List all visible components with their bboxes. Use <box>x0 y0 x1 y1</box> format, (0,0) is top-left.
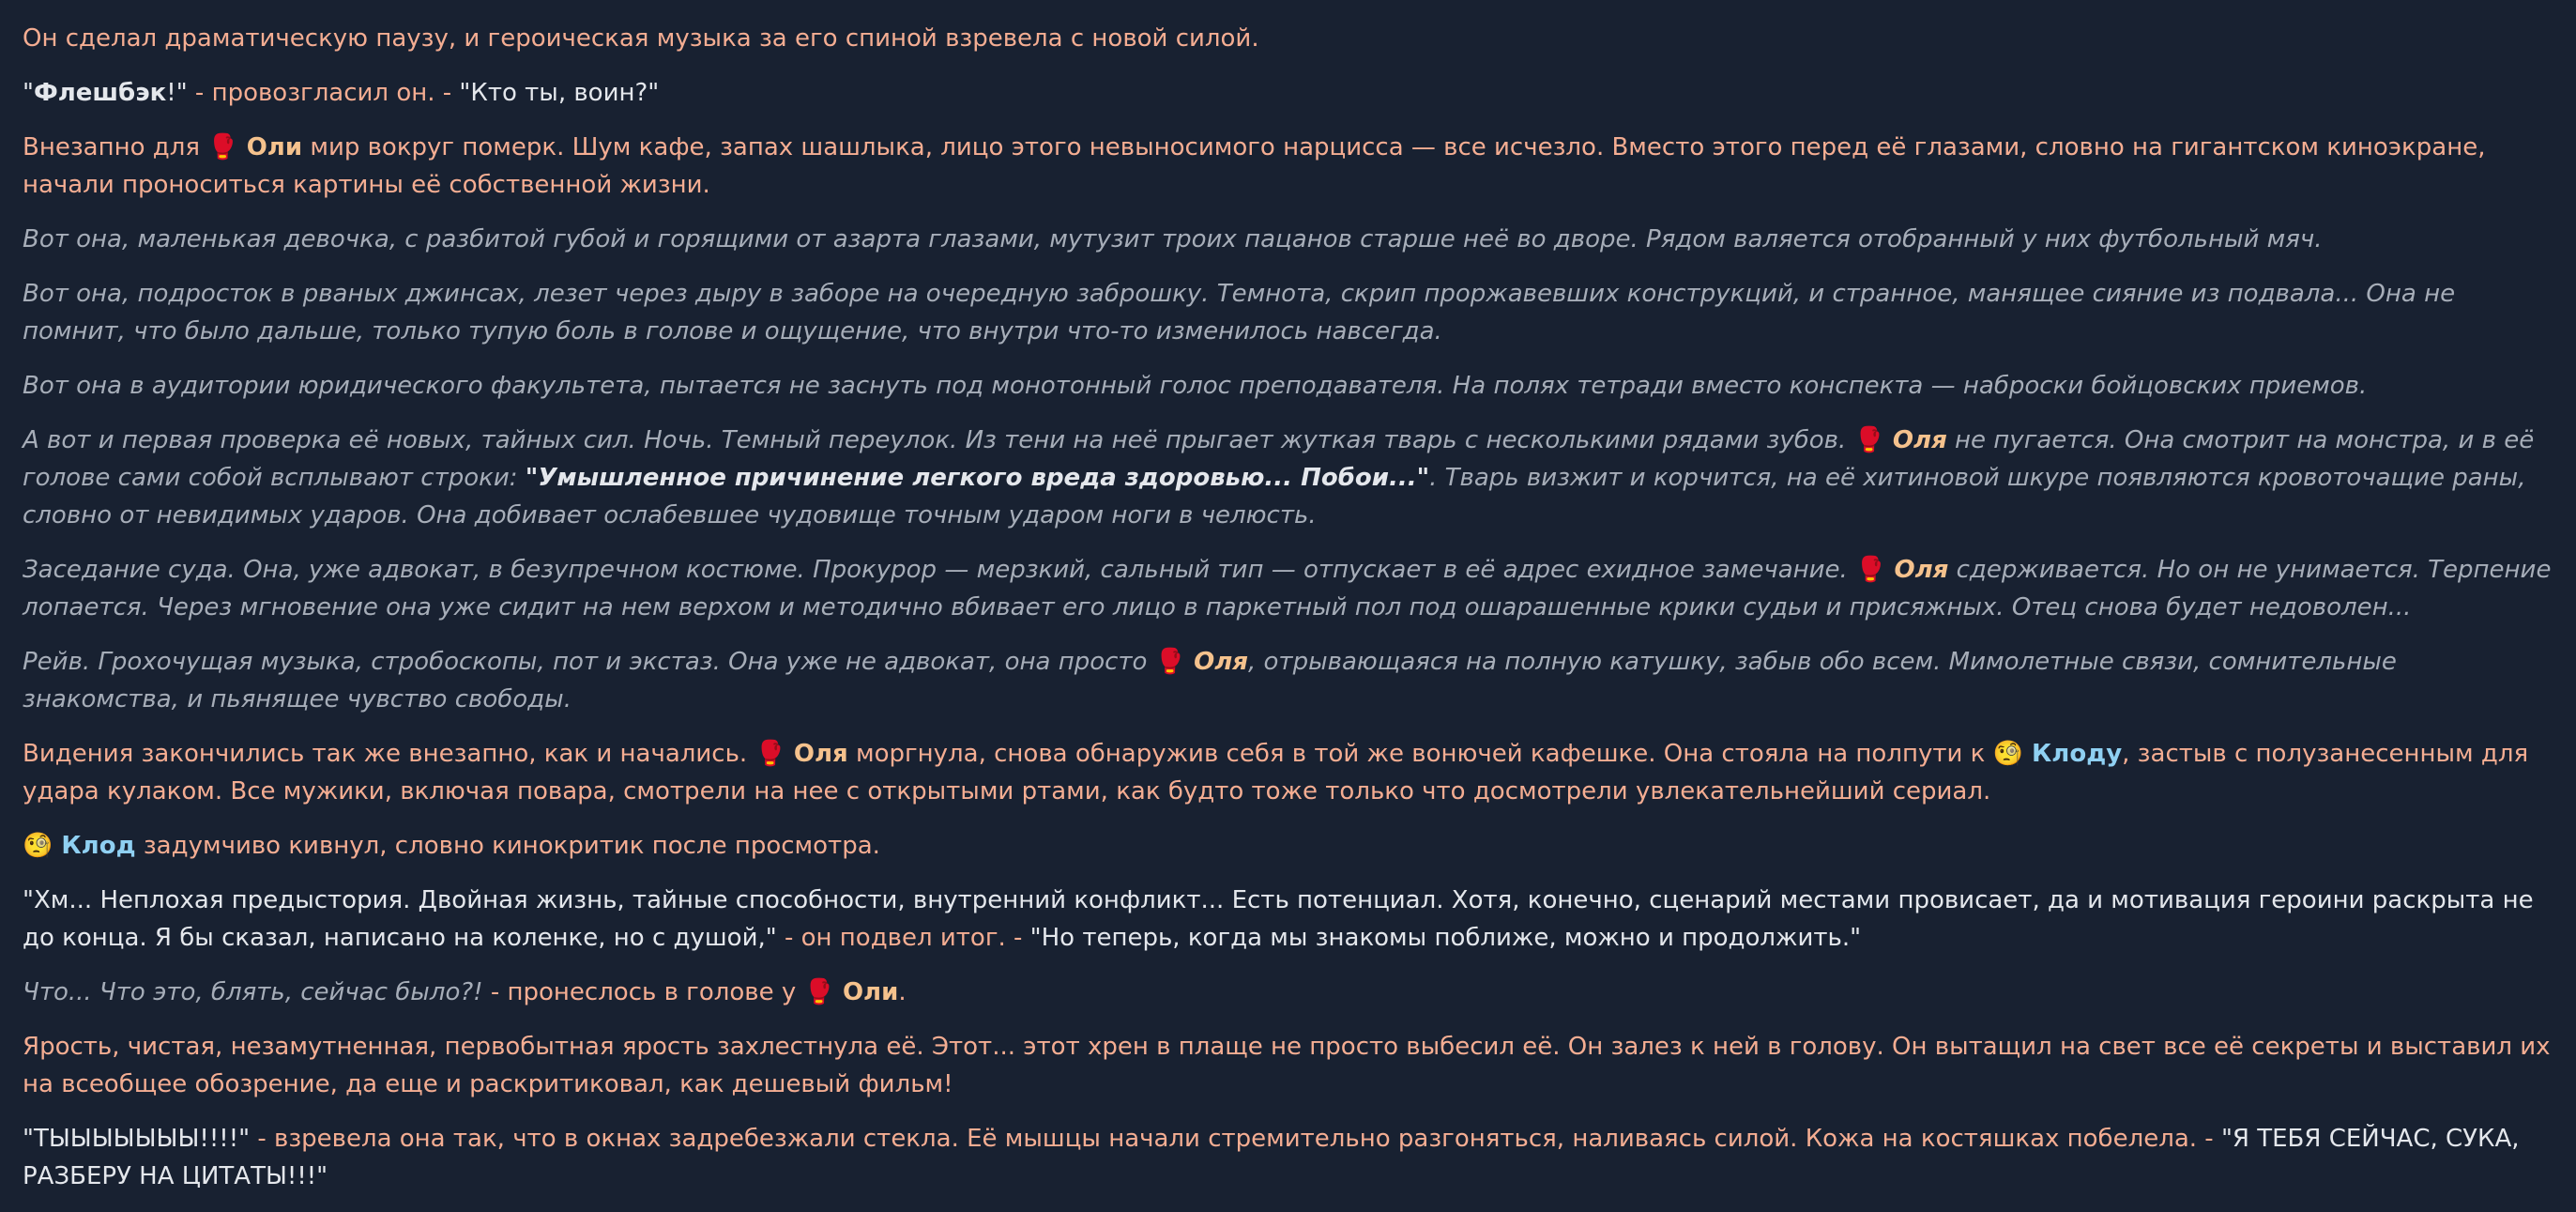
memory-text: Вот она в аудитории юридического факультета, пытается не заснуть под монотонный голос преподавателя. На полях тетради вместо конспекта — наброски бойцовских приемов. <box>23 372 2368 400</box>
memory-text: Вот она, подросток в рваных джинсах, лезет через дыру в заборе на очередную заброшку. Темнота, скрип проржавевших конструкций, и странное, манящее сияние из подвала... Она не помнит, что было дальше, только тупую боль в голове и ощущение, что внутри что-то изменилось навсегда. <box>23 280 2456 345</box>
narration-text: - он подвел итог. - <box>776 924 1030 952</box>
paragraph-dramatic-pause <box>23 20 2556 57</box>
character-name-olya: Оли <box>237 133 303 161</box>
monocle-face-icon: 🧐 <box>1992 740 2023 768</box>
paragraph-visions-ended <box>23 735 2556 810</box>
paragraph-memory-court <box>23 551 2556 626</box>
character-name-olya: Оля <box>785 740 848 768</box>
paragraph-memory-rave <box>23 643 2556 718</box>
character-name-olya: Оли <box>833 978 899 1006</box>
paragraph-roar <box>23 1120 2556 1195</box>
speech-quote-open: " <box>23 79 34 107</box>
character-name-olya: Оля <box>1883 426 1947 454</box>
memory-text: Вот она, маленькая девочка, с разбитой губой и горящими от азарта глазами, мутузит троих пацанов старше неё во дворе. Рядом валяется отобранный у них футбольный мяч. <box>23 225 2323 253</box>
boxing-glove-icon: 🥊 <box>1855 556 1886 584</box>
memory-quote-bold: "Умышленное причинение легкого вреда здоровью... Побои..." <box>525 464 1430 492</box>
narration-text: . <box>898 978 907 1006</box>
memory-text: А вот и первая проверка её новых, тайных сил. Ночь. Темный переулок. Из тени на неё прыгает жуткая тварь с несколькими рядами зубов. <box>23 426 1854 454</box>
paragraph-memory-teen <box>23 275 2556 350</box>
boxing-glove-icon: 🥊 <box>1154 648 1186 676</box>
paragraph-world-faded <box>23 129 2556 204</box>
narration-text: - взревела она так, что в окнах задребезжали стекла. Её мышцы начали стремительно разгоняться, наливаясь силой. Кожа на костяшках побелела. - <box>250 1125 2221 1153</box>
speech-text: "ТЫЫЫЫЫЫЫ!!!!" <box>23 1125 251 1153</box>
memory-text: Рейв. Грохочущая музыка, стробоскопы, пот и экстаз. Она уже не адвокат, она просто <box>23 648 1155 676</box>
narration-text: - пронеслось в голове у <box>482 978 804 1006</box>
narration-text: Видения закончились так же внезапно, как и начались. <box>23 740 755 768</box>
speech-text: "Я ТЕБЯ СЕЙЧАС, СУКА, РАЗБЕРУ НА ЦИТАТЫ!!!" <box>23 1125 2520 1190</box>
memory-text: сдерживается. Но он не унимается. Терпение лопается. Через мгновение она уже сидит на нем верхом и методично вбивает его лицо в паркетный пол под ошарашенные крики судьи и присяжных. Отец снова будет недоволен... <box>23 556 2552 621</box>
character-name-klod: Клод <box>53 832 136 860</box>
paragraph-memory-law-faculty <box>23 367 2556 405</box>
boxing-glove-icon: 🥊 <box>207 133 238 161</box>
narration-text: Он сделал драматическую паузу, и героическая музыка за его спиной взревела с новой силой. <box>23 24 1259 53</box>
speech-text: "Но теперь, когда мы знакомы поближе, можно и продолжить." <box>1029 924 1862 952</box>
paragraph-rage <box>23 1028 2556 1103</box>
narration-text: задумчиво кивнул, словно кинокритик после просмотра. <box>135 832 880 860</box>
boxing-glove-icon: 🥊 <box>1853 426 1884 454</box>
narration-text: , застыв с полузанесенным для удара кулаком. Все мужики, включая повара, смотрели на нее с открытыми ртами, как будто тоже только что досмотрели увлекательнейший сериал. <box>23 740 2529 805</box>
speech-text: "Кто ты, воин?" <box>459 79 660 107</box>
boxing-glove-icon: 🥊 <box>803 978 834 1006</box>
paragraph-olya-thought <box>23 974 2556 1011</box>
speech-bold-flashback: Флешбэк <box>33 79 167 107</box>
memory-text: не пугается. Она смотрит на монстра, и в её голове сами собой всплывают строки: <box>23 426 2535 492</box>
memory-text: . Тварь визжит и корчится, на её хитиновой шкуре появляются кровоточащие раны, словно от невидимых ударов. Она добивает ослабевшее чудовище точным ударом ноги в челюсть. <box>23 464 2526 529</box>
character-name-olya: Оля <box>1885 556 1949 584</box>
memory-text: , отрывающаяся на полную катушку, забыв обо всем. Мимолетные связи, сомнительные знакомства, и пьянящее чувство свободы. <box>23 648 2397 713</box>
boxing-glove-icon: 🥊 <box>755 740 785 768</box>
character-name-olya: Оля <box>1185 648 1248 676</box>
narration-text: Ярость, чистая, незамутненная, первобытная ярость захлестнула её. Этот... этот хрен в плаще не просто выбесил её. Он залез к ней в голову. Он вытащил на свет все её секреты и выставил их на всеобщее обозрение, да еще и раскритиковал, как дешевый фильм! <box>23 1033 2551 1098</box>
story-text-container <box>23 20 2556 1212</box>
character-name-klod: Клоду <box>2023 740 2123 768</box>
speech-text: "Хм... Неплохая предыстория. Двойная жизнь, тайные способности, внутренний конфликт... Есть потенциал. Хотя, конечно, сценарий местами провисает, да и мотивация героини раскрыта не до конца. Я бы сказал, написано на коленке, но с душой," <box>23 886 2534 952</box>
paragraph-klod-review <box>23 882 2556 957</box>
paragraph-flashback <box>23 74 2556 112</box>
paragraph-memory-first-test <box>23 422 2556 534</box>
memory-text: Заседание суда. Она, уже адвокат, в безупречном костюме. Прокурор — мерзкий, сальный тип — отпускает в её адрес ехидное замечание. <box>23 556 1856 584</box>
monocle-face-icon: 🧐 <box>23 832 53 860</box>
narration-text: Внезапно для <box>23 133 208 161</box>
speech-quote-close: !" <box>166 79 188 107</box>
narration-text: моргнула, снова обнаружив себя в той же вонючей кафешке. Она стояла на полпути к <box>847 740 1993 768</box>
narration-text: - провозгласил он. - <box>187 79 460 107</box>
thought-text: Что... Что это, блять, сейчас было?! <box>23 978 483 1006</box>
paragraph-klod-nodded <box>23 827 2556 865</box>
narration-text: мир вокруг померк. Шум кафе, запах шашлыка, лицо этого невыносимого нарцисса — все исчезло. Вместо этого перед её глазами, словно на гигантском киноэкране, начали проноситься картины её собственной жизни. <box>23 133 2486 199</box>
paragraph-memory-girl <box>23 221 2556 258</box>
